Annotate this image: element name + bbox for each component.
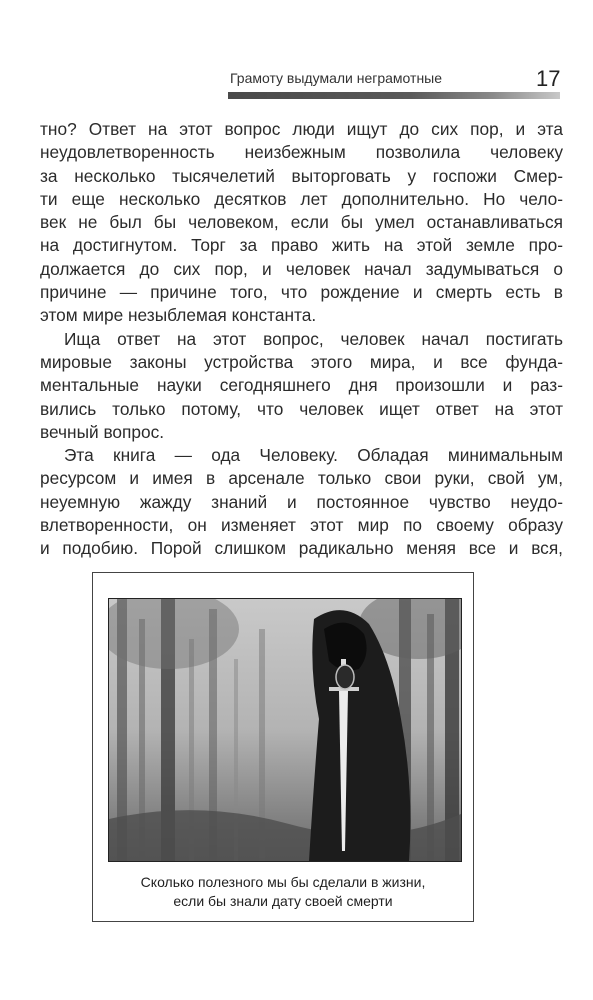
forest-photo <box>108 598 462 862</box>
text-line: ресурсом и имея в арсенале только свои руки, свой ум, <box>40 468 563 489</box>
text-line: Эта книга — ода Человеку. Обладая минимальным <box>64 445 563 466</box>
text-line: и подобию. Порой слишком радикально меняя все и вся, <box>40 538 563 559</box>
text-line: вились только потому, что человек ищет ответ на этот <box>40 398 563 419</box>
running-head-title: Грамоту выдумали неграмотные <box>230 70 443 86</box>
text-line: неудовлетворенность неизбежным позволила человеку <box>40 142 563 163</box>
text-line: причине — причине того, что рождение и смерть есть в <box>40 282 563 303</box>
caption-line: Сколько полезного мы бы сделали в жизни, <box>140 874 426 890</box>
text-line: мировые законы устройства этого мира, и все фунда- <box>40 351 563 372</box>
figure-caption <box>93 873 473 911</box>
header-rule <box>228 92 560 99</box>
text-line: вечный вопрос. <box>40 421 165 442</box>
hooded-figure-with-sword-illustration <box>109 599 461 861</box>
text-line: этом мире незыблемая константа. <box>40 305 317 326</box>
text-line: неуемную жажду знаний и постоянное чувство неудо- <box>40 491 563 512</box>
text-line: ти еще несколько десятков лет дополнительно. Но чело- <box>40 188 563 209</box>
body-text <box>40 118 563 561</box>
text-line: на достигнутом. Торг за право жить на этой земле про- <box>40 235 563 256</box>
text-line: должается до сих пор, и человек начал задумываться о <box>40 258 563 279</box>
page-number: 17 <box>536 66 561 91</box>
text-line: ментальные науки сегодняшнего дня произошли и раз- <box>40 375 563 396</box>
text-line: Ища ответ на этот вопрос, человек начал постигать <box>64 328 563 349</box>
text-line: тно? Ответ на этот вопрос люди ищут до сих пор, и эта <box>40 119 563 139</box>
text-line: за несколько тысячелетий выторговать у госпожи Смер- <box>40 165 563 186</box>
caption-line: если бы знали дату своей смерти <box>173 893 393 909</box>
text-line: век не был бы человеком, если бы умел останавливаться <box>40 212 563 233</box>
text-line: влетворенности, он изменяет этот мир по своему образу <box>40 515 563 536</box>
figure-frame <box>92 572 474 922</box>
